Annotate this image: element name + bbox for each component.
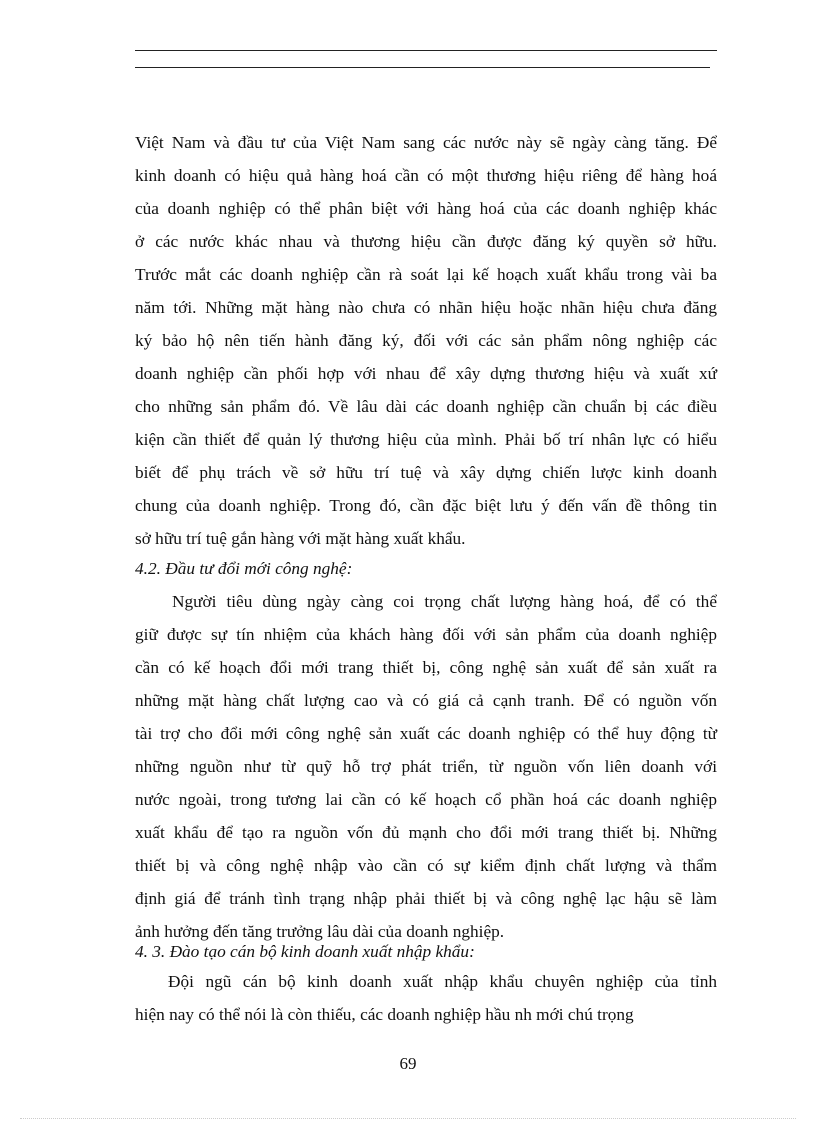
paragraph-1-line: chung của doanh nghiệp. Trong đó, cần đặc biệt lưu ý đến vấn đề thông tin (135, 496, 717, 515)
page-number: 69 (399, 1054, 417, 1073)
section-heading-4-3: 4. 3. Đào tạo cán bộ kinh doanh xuất nhập khẩu: (135, 942, 475, 961)
header-rule-top (135, 50, 717, 51)
paragraph-1-line: kiện cần thiết để quản lý thương hiệu của mình. Phải bố trí nhân lực có hiểu (135, 430, 717, 449)
section-heading-4-2: 4.2. Đầu tư đổi mới công nghệ: (135, 559, 353, 578)
paragraph-2-line: thiết bị và công nghệ nhập vào cần có sự kiểm định chất lượng và thẩm (135, 856, 717, 875)
paragraph-2-line: Người tiêu dùng ngày càng coi trọng chất lượng hàng hoá, để có thể (172, 592, 717, 611)
paragraph-1-line: cho những sản phẩm đó. Về lâu dài các doanh nghiệp cần chuẩn bị các điều (135, 397, 717, 416)
paragraph-2-line: giữ được sự tín nhiệm của khách hàng đối với sản phẩm của doanh nghiệp (135, 625, 717, 644)
paragraph-1-line: biết để phụ trách về sở hữu trí tuệ và xây dựng chiến lược kinh doanh (135, 463, 717, 482)
paragraph-2-line: định giá để tránh tình trạng nhập phải thiết bị và công nghệ lạc hậu sẽ làm (135, 889, 717, 908)
paragraph-2-line: những mặt hàng chất lượng cao và có giá cả cạnh tranh. Để có nguồn vốn (135, 691, 717, 710)
paragraph-1-line: năm tới. Những mặt hàng nào chưa có nhãn hiệu hoặc nhãn hiệu chưa đăng (135, 298, 717, 317)
paragraph-2-line: xuất khẩu để tạo ra nguồn vốn đủ mạnh cho đổi mới trang thiết bị. Những (135, 823, 717, 842)
paragraph-2-line: tài trợ cho đổi mới công nghệ sản xuất các doanh nghiệp có thể huy động từ (135, 724, 717, 743)
paragraph-1-line: doanh nghiệp cần phối hợp với nhau để xây dựng thương hiệu và xuất xứ (135, 364, 717, 383)
paragraph-3-line: Đội ngũ cán bộ kinh doanh xuất nhập khẩu chuyên nghiệp của tỉnh (168, 972, 717, 991)
paragraph-1-line: của doanh nghiệp có thể phân biệt với hàng hoá của các doanh nghiệp khác (135, 199, 717, 218)
paragraph-3-line: hiện nay có thể nói là còn thiếu, các doanh nghiệp hầu nh mới chú trọng (135, 1005, 634, 1024)
paragraph-1-line: Việt Nam và đầu tư của Việt Nam sang các nước này sẽ ngày càng tăng. Để (135, 133, 717, 152)
paragraph-1-line: sở hữu trí tuệ gắn hàng với mặt hàng xuất khẩu. (135, 529, 466, 548)
paragraph-2-line: nước ngoài, trong tương lai cần có kế hoạch cổ phần hoá các doanh nghiệp (135, 790, 717, 809)
paragraph-2-line: ảnh hưởng đến tăng trưởng lâu dài của doanh nghiệp. (135, 922, 505, 941)
paragraph-1-line: Trước mắt các doanh nghiệp cần rà soát lại kế hoạch xuất khẩu trong vài ba (135, 265, 717, 284)
paragraph-1-line: ký bảo hộ nên tiến hành đăng ký, đối với các sản phẩm nông nghiệp các (135, 331, 717, 350)
header-rule-bottom (135, 67, 710, 68)
paragraph-2-line: những nguồn như từ quỹ hỗ trợ phát triển, từ nguồn vốn liên doanh với (135, 757, 717, 776)
paragraph-1-line: ở các nước khác nhau và thương hiệu cần được đăng ký quyền sở hữu. (135, 232, 717, 251)
page-bottom-border (20, 1118, 796, 1119)
paragraph-2-line: cần có kế hoạch đổi mới trang thiết bị, công nghệ sản xuất để sản xuất ra (135, 658, 717, 677)
paragraph-1-line: kinh doanh có hiệu quả hàng hoá cần có một thương hiệu riêng để hàng hoá (135, 166, 717, 185)
